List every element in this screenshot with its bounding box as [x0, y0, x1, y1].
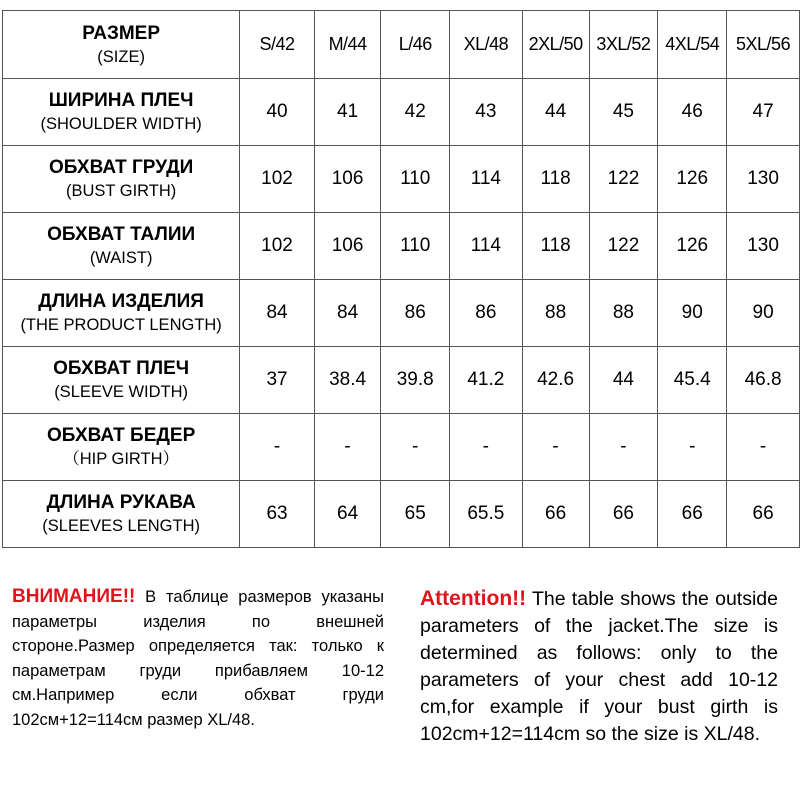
- table-row: [3, 213, 800, 280]
- table-value-cell: 45.4: [658, 347, 727, 414]
- table-value-cell: -: [314, 414, 381, 481]
- table-value-cell: 47: [727, 79, 800, 146]
- table-value-cell: 114: [450, 213, 523, 280]
- table-value-cell: 45: [589, 79, 658, 146]
- table-row: [3, 280, 800, 347]
- table-value-cell: 40: [240, 79, 315, 146]
- table-value-cell: 63: [240, 481, 315, 548]
- row-label-ru: ОБХВАТ ТАЛИИ: [47, 224, 196, 245]
- table-value-cell: 118: [522, 146, 589, 213]
- table-value-cell: -: [522, 414, 589, 481]
- row-label-en: (SLEEVE WIDTH): [54, 383, 189, 401]
- size-header-cell: S/42: [240, 11, 315, 79]
- table-value-cell: 110: [381, 146, 450, 213]
- table-value-cell: 37: [240, 347, 315, 414]
- table-value-cell: 65: [381, 481, 450, 548]
- table-row: [3, 146, 800, 213]
- row-label-cell: [3, 213, 240, 280]
- table-value-cell: 130: [727, 146, 800, 213]
- size-header-cell: L/46: [381, 11, 450, 79]
- table-value-cell: -: [381, 414, 450, 481]
- table-value-cell: 44: [589, 347, 658, 414]
- size-header-cell: 2XL/50: [522, 11, 589, 79]
- size-header-cell: M/44: [314, 11, 381, 79]
- header-label-cell: [3, 11, 240, 79]
- table-value-cell: 42.6: [522, 347, 589, 414]
- table-value-cell: 66: [658, 481, 727, 548]
- size-chart-table: [2, 10, 800, 548]
- table-value-cell: 41: [314, 79, 381, 146]
- table-value-cell: 114: [450, 146, 523, 213]
- row-label-ru: ОБХВАТ ГРУДИ: [48, 157, 194, 178]
- row-label-en: (SHOULDER WIDTH): [40, 115, 202, 133]
- table-value-cell: -: [658, 414, 727, 481]
- row-label-cell: [3, 347, 240, 414]
- table-value-cell: 106: [314, 146, 381, 213]
- table-value-cell: 44: [522, 79, 589, 146]
- table-value-cell: 130: [727, 213, 800, 280]
- table-value-cell: 110: [381, 213, 450, 280]
- row-label-cell: [3, 146, 240, 213]
- row-label-en: (BUST GIRTH): [65, 182, 177, 200]
- note-english: [420, 585, 778, 785]
- table-value-cell: 88: [522, 280, 589, 347]
- table-value-cell: 84: [240, 280, 315, 347]
- table-row: [3, 347, 800, 414]
- table-value-cell: 64: [314, 481, 381, 548]
- size-header-cell: 4XL/54: [658, 11, 727, 79]
- table-value-cell: 43: [450, 79, 523, 146]
- table-value-cell: -: [240, 414, 315, 481]
- table-value-cell: 41.2: [450, 347, 523, 414]
- note-text-en: The table shows the outside parameters of the jacket.The size is determined as follows: only to the parameters of your chest add 10-12 cm,for example if your bust girth is 102cm+12=114cm so the size is XL/48.: [420, 588, 778, 745]
- size-header-cell: 5XL/56: [727, 11, 800, 79]
- warning-label-ru: ВНИМАНИЕ!!: [12, 586, 136, 607]
- row-label-en: （HIP GIRTH）: [63, 450, 180, 468]
- header-label-en: (SIZE): [97, 47, 145, 66]
- size-header-cell: 3XL/52: [589, 11, 658, 79]
- table-value-cell: 39.8: [381, 347, 450, 414]
- row-label-ru: ДЛИНА РУКАВА: [46, 492, 196, 513]
- table-value-cell: 65.5: [450, 481, 523, 548]
- size-header-cell: XL/48: [450, 11, 523, 79]
- table-value-cell: 46.8: [727, 347, 800, 414]
- table-row: [3, 481, 800, 548]
- table-value-cell: 102: [240, 146, 315, 213]
- table-value-cell: 122: [589, 213, 658, 280]
- table-value-cell: 122: [589, 146, 658, 213]
- table-header-row: [3, 11, 800, 79]
- header-label-ru: РАЗМЕР: [82, 22, 161, 44]
- table-value-cell: 46: [658, 79, 727, 146]
- table-value-cell: 88: [589, 280, 658, 347]
- row-label-ru: ДЛИНА ИЗДЕЛИЯ: [38, 291, 204, 312]
- table-value-cell: 126: [658, 146, 727, 213]
- note-text-ru: В таблице размеров указаны параметры изделия по внешней стороне.Размер определяется так: только к параметрам груди прибавляем 10-12 см.Например если обхват груди 102см+12=114см размер XL/48.: [12, 588, 384, 729]
- row-label-ru: ОБХВАТ БЕДЕР: [46, 425, 196, 446]
- warning-label-en: Attention!!: [420, 587, 527, 610]
- table-value-cell: 90: [727, 280, 800, 347]
- row-label-cell: [3, 280, 240, 347]
- table-value-cell: 126: [658, 213, 727, 280]
- table-value-cell: 66: [522, 481, 589, 548]
- table-value-cell: 118: [522, 213, 589, 280]
- table-value-cell: 106: [314, 213, 381, 280]
- table-value-cell: -: [450, 414, 523, 481]
- table-value-cell: 42: [381, 79, 450, 146]
- row-label-en: (THE PRODUCT LENGTH): [20, 316, 222, 334]
- note-russian: [12, 585, 384, 785]
- table-value-cell: 38.4: [314, 347, 381, 414]
- row-label-ru: ОБХВАТ ПЛЕЧ: [53, 358, 190, 379]
- table-row: [3, 79, 800, 146]
- table-value-cell: 84: [314, 280, 381, 347]
- row-label-ru: ШИРИНА ПЛЕЧ: [48, 90, 194, 111]
- table-value-cell: 90: [658, 280, 727, 347]
- table-value-cell: -: [727, 414, 800, 481]
- table-body: [3, 11, 800, 548]
- table-value-cell: 66: [589, 481, 658, 548]
- table-value-cell: 102: [240, 213, 315, 280]
- row-label-cell: [3, 481, 240, 548]
- table-value-cell: 86: [381, 280, 450, 347]
- table-row: [3, 414, 800, 481]
- table-value-cell: -: [589, 414, 658, 481]
- row-label-en: (WAIST): [89, 249, 153, 267]
- row-label-cell: [3, 414, 240, 481]
- table-value-cell: 86: [450, 280, 523, 347]
- row-label-en: (SLEEVES LENGTH): [42, 517, 200, 535]
- table-value-cell: 66: [727, 481, 800, 548]
- row-label-cell: [3, 79, 240, 146]
